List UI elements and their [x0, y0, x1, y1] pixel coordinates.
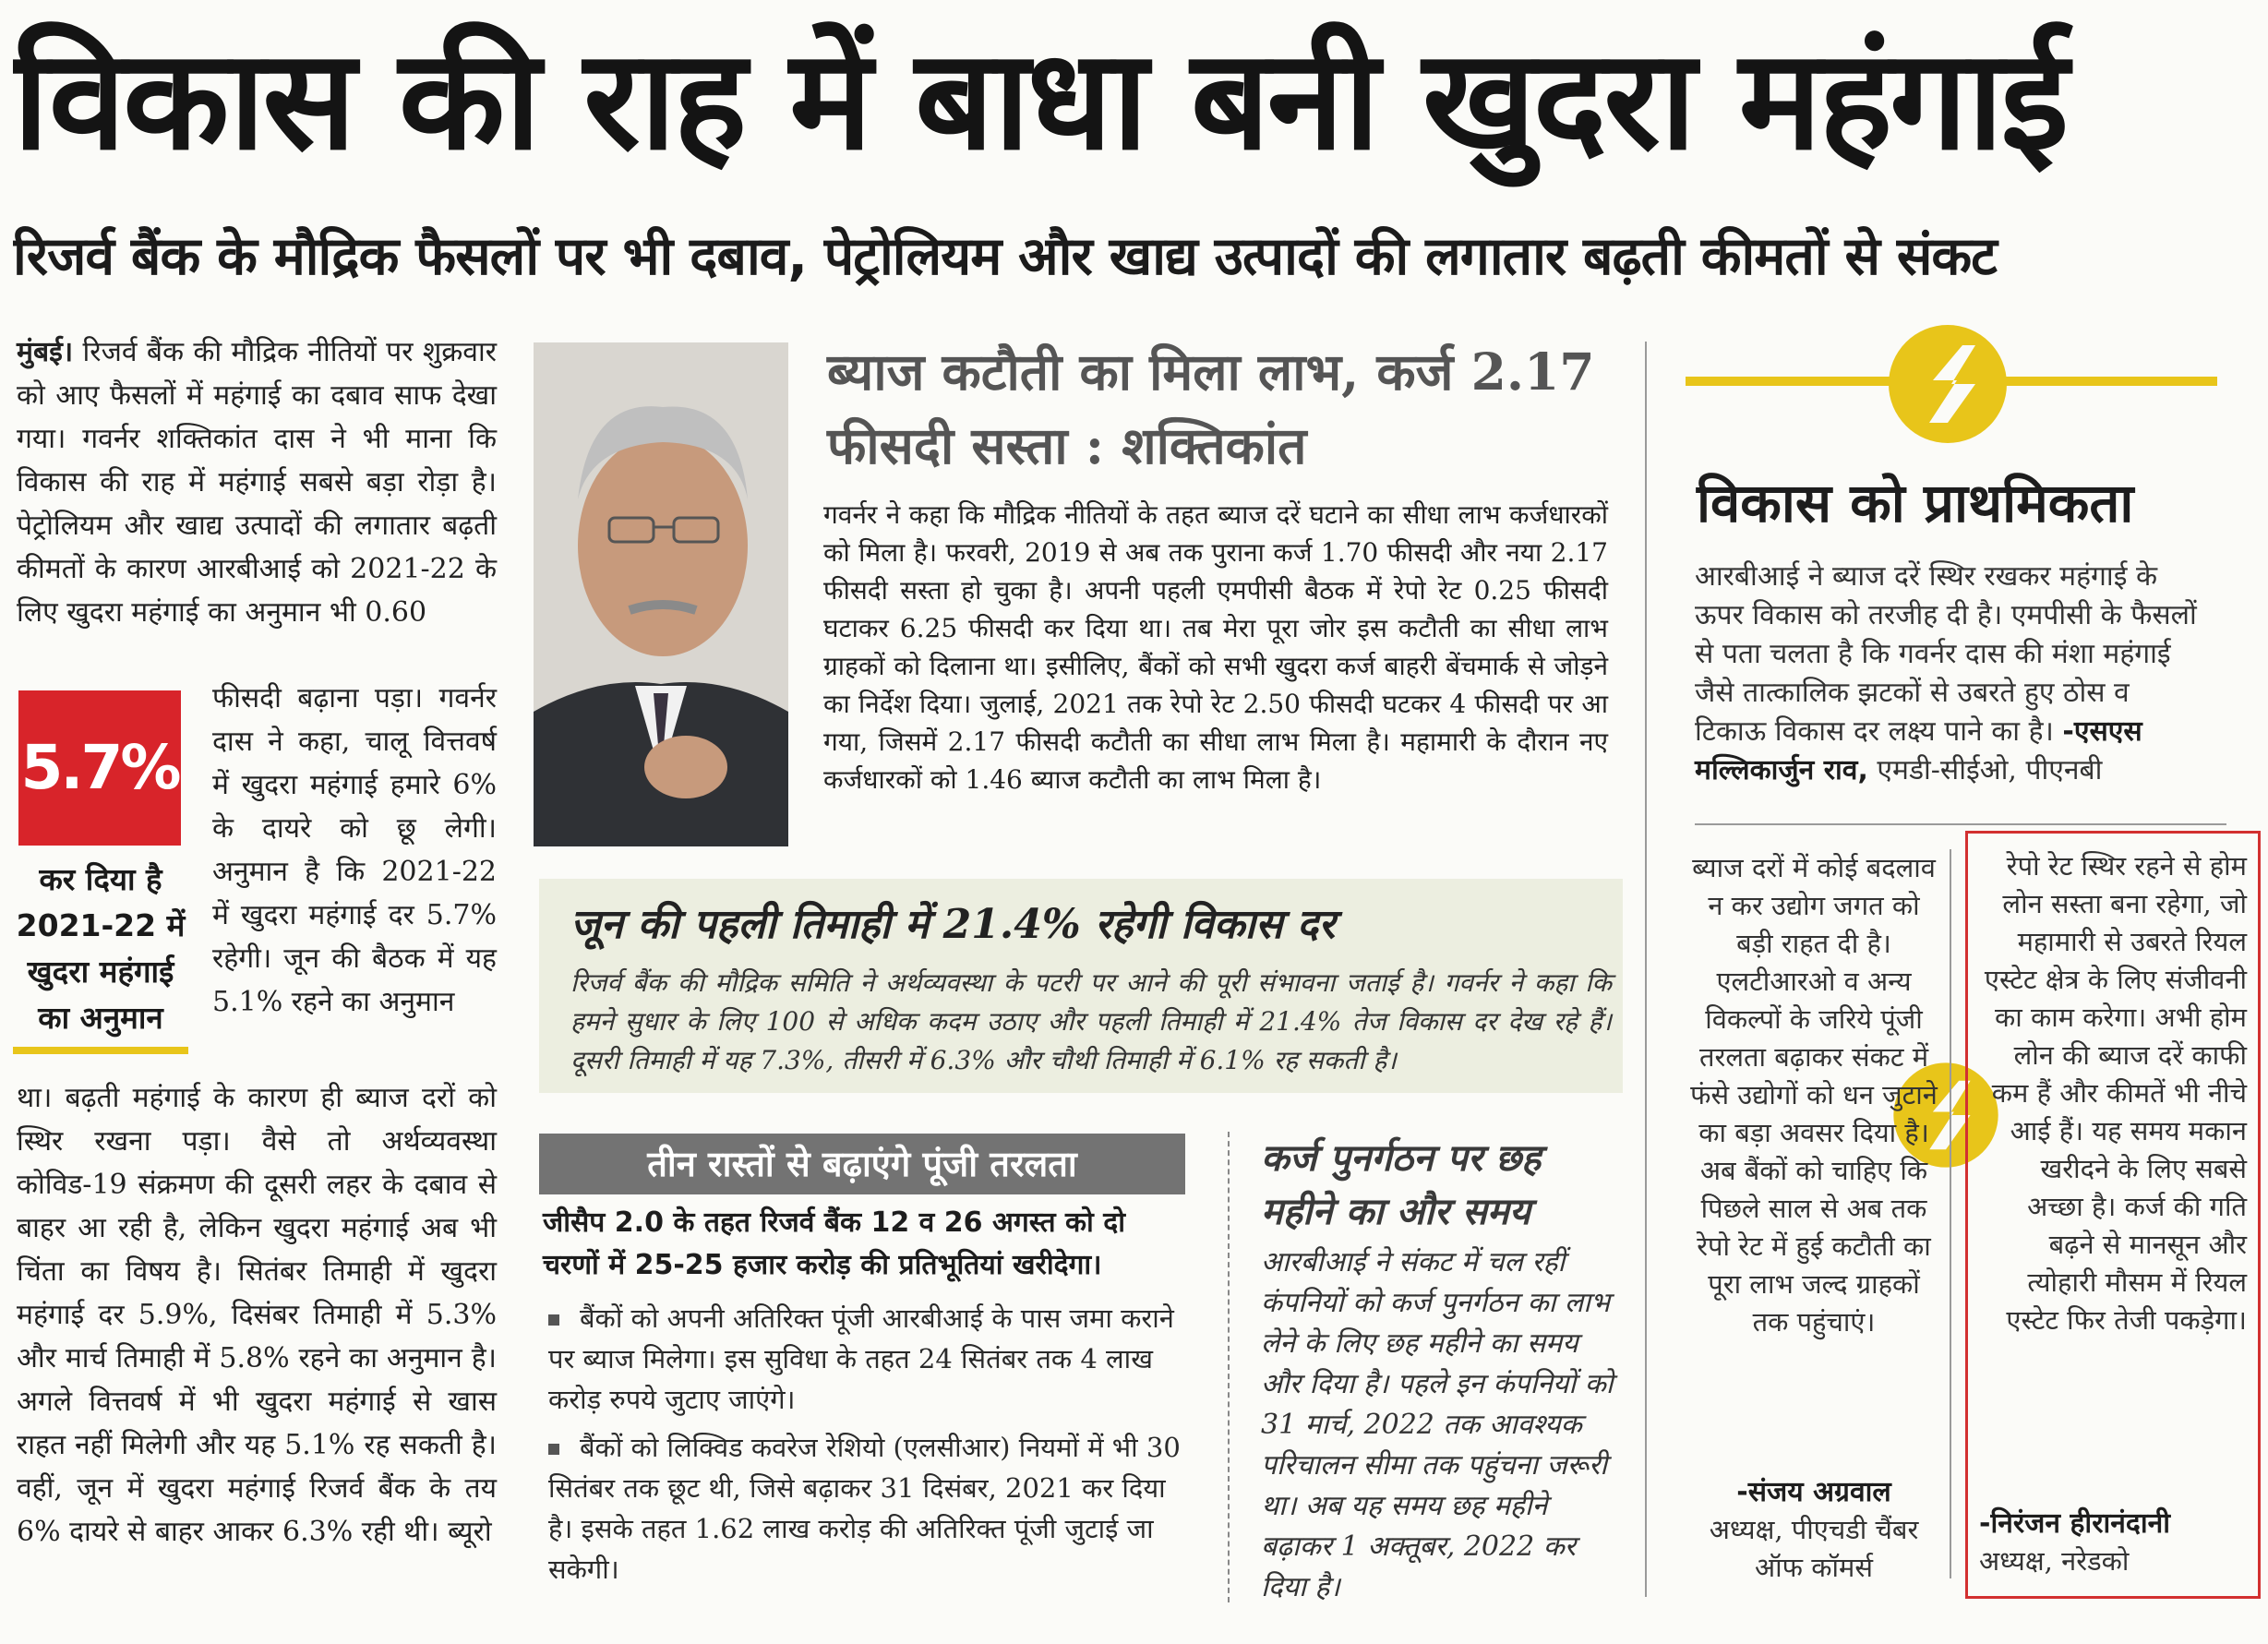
quote-left-name: -संजय अग्रवाल [1736, 1476, 1891, 1508]
portrait-illustration [534, 342, 788, 846]
gdp-body: रिजर्व बैंक की मौद्रिक समिति ने अर्थव्यवस्था के पटरी पर आने की पूरी संभावना जताई है। गवर्नर ने कहा कि हमने सुधार के लिए 100 से अधिक कदम उठाए और पहली तिमाही में 21.4% तेज विकास दर देख रहे हैं। दूसरी तिमाही में यह 7.3%, तीसरी में 6.3% और चौथी तिमाही में 6.1% रह सकती है। [570, 967, 1612, 1075]
bullet-text: बैंकों को लिक्विड कवरेज रेशियो (एलसीआर) नियमों में भी 30 सितंबर तक छूट थी, जिसे बढ़ाकर 31 दिसंबर, 2021 कर दिया है। इसके तहत 1.62 लाख करोड़ की अतिरिक्त पूंजी जुटाई जा सकेगी। [548, 1432, 1181, 1585]
quote-left-signature [1689, 1473, 1938, 1587]
dateline: मुंबई। [17, 336, 74, 368]
quote-divider [1950, 849, 1951, 1578]
quote-left-role: अध्यक्ष, पीएचडी चैंबर ऑफ कॉमर्स [1709, 1514, 1919, 1583]
liquidity-bullet-1 [548, 1298, 1189, 1420]
quote-right-role: अध्यक्ष, नरेडको [1979, 1545, 2130, 1577]
bullet-text: बैंकों को अपनी अतिरिक्त पूंजी आरबीआई के पास जमा कराने पर ब्याज मिलेगा। इस सुविधा के तहत 24 सितंबर तक 4 लाख करोड़ रुपये जुटाए जाएंगे। [548, 1302, 1174, 1415]
left-para-bottom: था। बढ़ती महंगाई के कारण ही ब्याज दरों को स्थिर रखना पड़ा। वैसे तो अर्थव्यवस्था कोविड-19 संक्रमण की दूसरी लहर के दबाव से बाहर आ रही है, लेकिन खुदरा महंगाई अब भी चिंता का विषय है। सितंबर तिमाही में खुदरा महंगाई दर 5.9%, दिसंबर तिमाही में 5.3% और मार्च तिमाही में 5.8% रहने का अनुमान है। अगले वित्तवर्ष में भी खुदरा महंगाई से खास राहत नहीं मिलेगी और यह 5.1% रह सकती है। वहीं, जून में खुदरा महंगाई रिजर्व बैंक के तय 6% दायरे से बाहर आकर 6.3% रही थी। ब्यूरो [17, 1082, 497, 1548]
yellow-circle-s-logo [1883, 319, 2012, 449]
debt-story-body: आरबीआई ने संकट में चल रहीं कंपनियों को कर्ज पुनर्गठन का लाभ लेने के लिए छह महीने का समय और दिया है। पहले इन कंपनियों को 31 मार्च, 2022 तक आवश्यक परिचालन सीमा तक पहुंचना जरूरी था। अब यह समय छह महीने बढ़ाकर 1 अक्तूबर, 2022 कर दिया है। [1261, 1246, 1614, 1603]
stat-caption: कर दिया है 2021-22 में खुदरा महंगाई का अनुमान [16, 861, 186, 1036]
right-body-text: आरबीआई ने ब्याज दरें स्थिर रखकर महंगाई के ऊपर विकास को तरजीह दी है। एमपीसी के फैसलों से पता चलता है कि गवर्नर दास की मंशा महंगाई जैसे तात्कालिक झटकों से उबरते हुए ठोस व टिकाऊ विकास दर लक्ष्य पाने का है। [1695, 560, 2197, 748]
quote-left-body: ब्याज दरों में कोई बदलाव न कर उद्योग जगत को बड़ी राहत दी है। एलटीआरओ व अन्य विकल्पों के जरिये पूंजी तरलता बढ़ाकर संकट में फंसे उद्योगों को धन जुटाने का बड़ा अवसर दिया है। अब बैंकों को चाहिए कि पिछले साल से अब तक रेपो रेट में हुई कटौती का पूरा लाभ जल्द ग्राहकों तक पहुंचाएं। [1690, 852, 1938, 1338]
subheadline: रिजर्व बैंक के मौद्रिक फैसलों पर भी दबाव, पेट्रोलियम और खाद्य उत्पादों की लगातार बढ़ती कीमतों से संकट [13, 226, 1997, 287]
gdp-title: जून की पहली तिमाही में 21.4% रहेगी विकास दर [570, 901, 1336, 948]
right-column-divider [1645, 342, 1647, 1597]
governor-photo [534, 342, 788, 846]
right-column-body [1695, 558, 2208, 790]
stat-box: 5.7% [18, 690, 181, 846]
right-signature-role: एमडी-सीईओ, पीएनबी [1877, 754, 2103, 786]
yellow-divider [13, 1047, 188, 1054]
bullet-square-icon [548, 1314, 559, 1326]
left-para-top: रिजर्व बैंक की मौद्रिक नीतियों पर शुक्रवार को आए फैसलों में महंगाई का दबाव साफ देखा गया। गवर्नर शक्तिकांत दास ने भी माना कि विकास की राह में महंगाई सबसे बड़ा रोड़ा है। पेट्रोलियम और खाद्य उत्पादों की लगातार बढ़ती कीमतों के कारण आरबीआई को 2021-22 के लिए खुदरा महंगाई का अनुमान भी 0.60 [17, 336, 497, 629]
right-column-title: विकास को प्राथमिकता [1697, 472, 2134, 534]
left-column-top [17, 330, 497, 634]
column-divider [1228, 1132, 1230, 1602]
middle-story-title: ब्याज कटौती का मिला लाभ, कर्ज 2.17 फीसदी सस्ता : शक्तिकांत [827, 342, 1595, 475]
right-signature: -एसएस मल्लिकार्जुन राव, [1695, 715, 2142, 786]
headline: विकास की राह में बाधा बनी खुदरा महंगाई [13, 18, 2067, 181]
liquidity-lead: जीसैप 2.0 के तहत रिजर्व बैंक 12 व 26 अगस्त को दो चरणों में 25-25 हजार करोड़ की प्रतिभूतियां खरीदेगा। [543, 1206, 1125, 1281]
debt-story-title: कर्ज पुनर्गठन पर छह महीने का और समय [1261, 1136, 1542, 1233]
liquidity-banner: तीन रास्तों से बढ़ाएंगे पूंजी तरलता [539, 1134, 1185, 1194]
liquidity-bullet-2 [548, 1427, 1189, 1590]
logo-icon [1883, 319, 2012, 449]
quote-right-body: रेपो रेट स्थिर रहने से होम लोन सस्ता बना रहेगा, जो महामारी से उबरते रियल एस्टेट क्षेत्र के लिए संजीवनी का काम करेगा। अभी होम लोन की ब्याज दरें काफी कम हैं और कीमतें भी नीचे आई हैं। यह समय मकान खरीदने के लिए सबसे अच्छा है। कर्ज की गति बढ़ने से मानसून और त्योहारी मौसम में रियल एस्टेट फिर तेजी पकड़ेगा। [1984, 850, 2247, 1336]
quote-right-signature [1979, 1505, 2247, 1580]
quote-right-name: -निरंजन हीरानंदानी [1979, 1507, 2171, 1540]
right-horizontal-rule [1695, 823, 2226, 825]
left-para-wrap: फीसदी बढ़ाना पड़ा। गवर्नर दास ने कहा, चालू वित्तवर्ष में खुदरा महंगाई हमारे 6% के दायरे को छू लेगी। अनुमान है कि 2021-22 में खुदरा महंगाई दर 5.7% रहेगी। जून की बैठक में यह 5.1% रहने का अनुमान [212, 682, 497, 1018]
middle-story-body: गवर्नर ने कहा कि मौद्रिक नीतियों के तहत ब्याज दरें घटाने का सीधा लाभ कर्जधारकों को मिला है। फरवरी, 2019 से अब तक पुराना कर्ज 1.70 फीसदी और नया 2.17 फीसदी सस्ता हो चुका है। अपनी पहली एमपीसी बैठक में रेपो रेट 0.25 फीसदी घटाकर 6.25 फीसदी कर दिया था। तब मेरा पूरा जोर इस कटौती का सीधा लाभ ग्राहकों को दिलाना था। इसीलिए, बैंकों को सभी खुदरा कर्ज बाहरी बेंचमार्क से जोड़ने का निर्देश दिया। जुलाई, 2021 तक रेपो रेट 2.50 फीसदी घटकर 4 फीसदी पर आ गया, जिसमें 2.17 फीसदी कटौती का सीधा लाभ मिला है। महामारी के दौरान नए कर्जधारकों को 1.46 ब्याज कटौती का लाभ मिला है। [823, 499, 1608, 795]
bullet-square-icon [548, 1444, 559, 1455]
